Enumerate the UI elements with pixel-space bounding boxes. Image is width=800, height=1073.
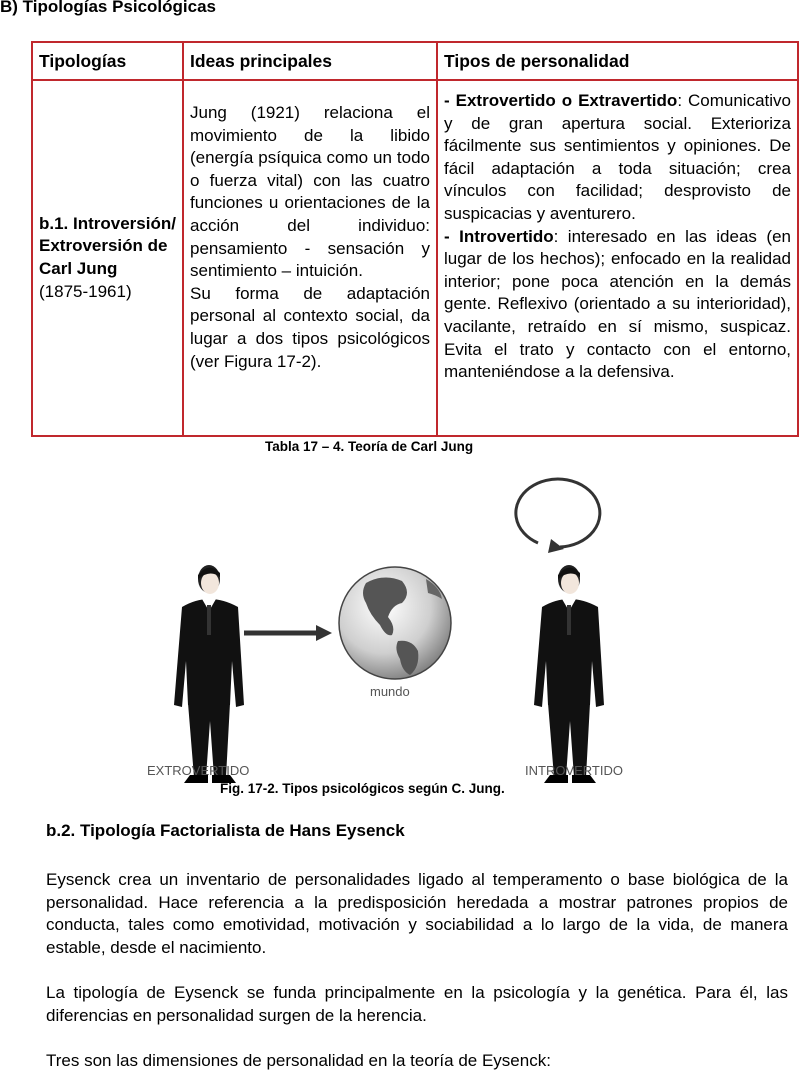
header-tipos-personalidad: Tipos de personalidad	[437, 42, 798, 80]
jung-types-figure	[140, 475, 670, 785]
introvert-description: : interesado en las ideas (en lugar de los hechos); enfocado en la realidad interior; pone poca atención en la demás gente. Reflexivo (orientado a su interioridad), vacilante, retraído en sí mismo, suspicaz. Evita el trato y contacto con el entorno, manteniéndose a la defensiva.	[444, 226, 791, 382]
main-ideas-cell	[183, 80, 437, 436]
table-caption: Tabla 17 – 4. Teoría de Carl Jung	[265, 439, 474, 454]
main-ideas-paragraph-2: Su forma de adaptación personal al contexto social, da lugar a dos tipos psicológicos (ver Figura 17-2).	[190, 283, 430, 371]
introvert-figure-label: INTROVERTIDO	[525, 763, 623, 778]
header-tipologias: Tipologías	[32, 42, 183, 80]
world-label: mundo	[370, 684, 410, 699]
subheading: b.2. Tipología Factorialista de Hans Eysenck	[46, 821, 405, 840]
typology-years: (1875-1961)	[39, 281, 132, 301]
introvert-label: - Introvertido	[444, 226, 554, 246]
extrovert-label: - Extrovertido o Extravertido	[444, 91, 678, 110]
introvert-man-icon	[534, 565, 604, 783]
paragraph-1: Eysenck crea un inventario de personalidades ligado al temperamento o base biológica de la personalidad. Hace referencia a la predisposición heredada a mostrar patrones propios de conducta, tales como emotividad, motivación y sociabilidad a lo largo de la vida, de manera estable, desde el nacimiento.	[46, 870, 788, 958]
extrovert-figure-label: EXTROVERTIDO	[147, 763, 250, 778]
main-ideas-paragraph-1: Jung (1921) relaciona el movimiento de la libido (energía psíquica como un todo o fuerza vital) con las cuatro funciones u orientaciones de la acción del individuo: pensamiento - sensación y sentimiento – intuición.	[190, 103, 430, 281]
extrovert-man-icon	[174, 565, 244, 783]
paragraph-3: Tres son las dimensiones de personalidad en la teoría de Eysenck:	[46, 1051, 551, 1070]
paragraph-2: La tipología de Eysenck se funda principalmente en la psicología y la genética. Para él, las diferencias en personalidad surgen de la herencia.	[46, 983, 788, 1025]
section-heading: B) Tipologías Psicológicas	[0, 0, 217, 16]
table-row	[32, 80, 798, 436]
typology-cell	[32, 80, 183, 436]
typology-name: b.1. Introversión/ Extroversión de Carl Jung	[39, 213, 176, 278]
figure-caption: Fig. 17-2. Tipos psicológicos según C. Jung.	[220, 781, 505, 796]
extrovert-description: : Comunicativo y de gran apertura social. Exterioriza fácilmente sus sentimientos y opiniones. De fácil adaptación a toda situación; crea vínculos con facilidad; desprovisto de suspicacias y aventurero.	[444, 91, 791, 223]
circular-arrow-icon	[516, 479, 600, 553]
table-header-row	[32, 42, 798, 80]
header-ideas-principales: Ideas principales	[183, 42, 437, 80]
personality-types-cell	[437, 80, 798, 436]
jung-theory-table	[31, 41, 799, 437]
arrow-icon	[244, 625, 332, 641]
globe-icon	[339, 567, 451, 679]
